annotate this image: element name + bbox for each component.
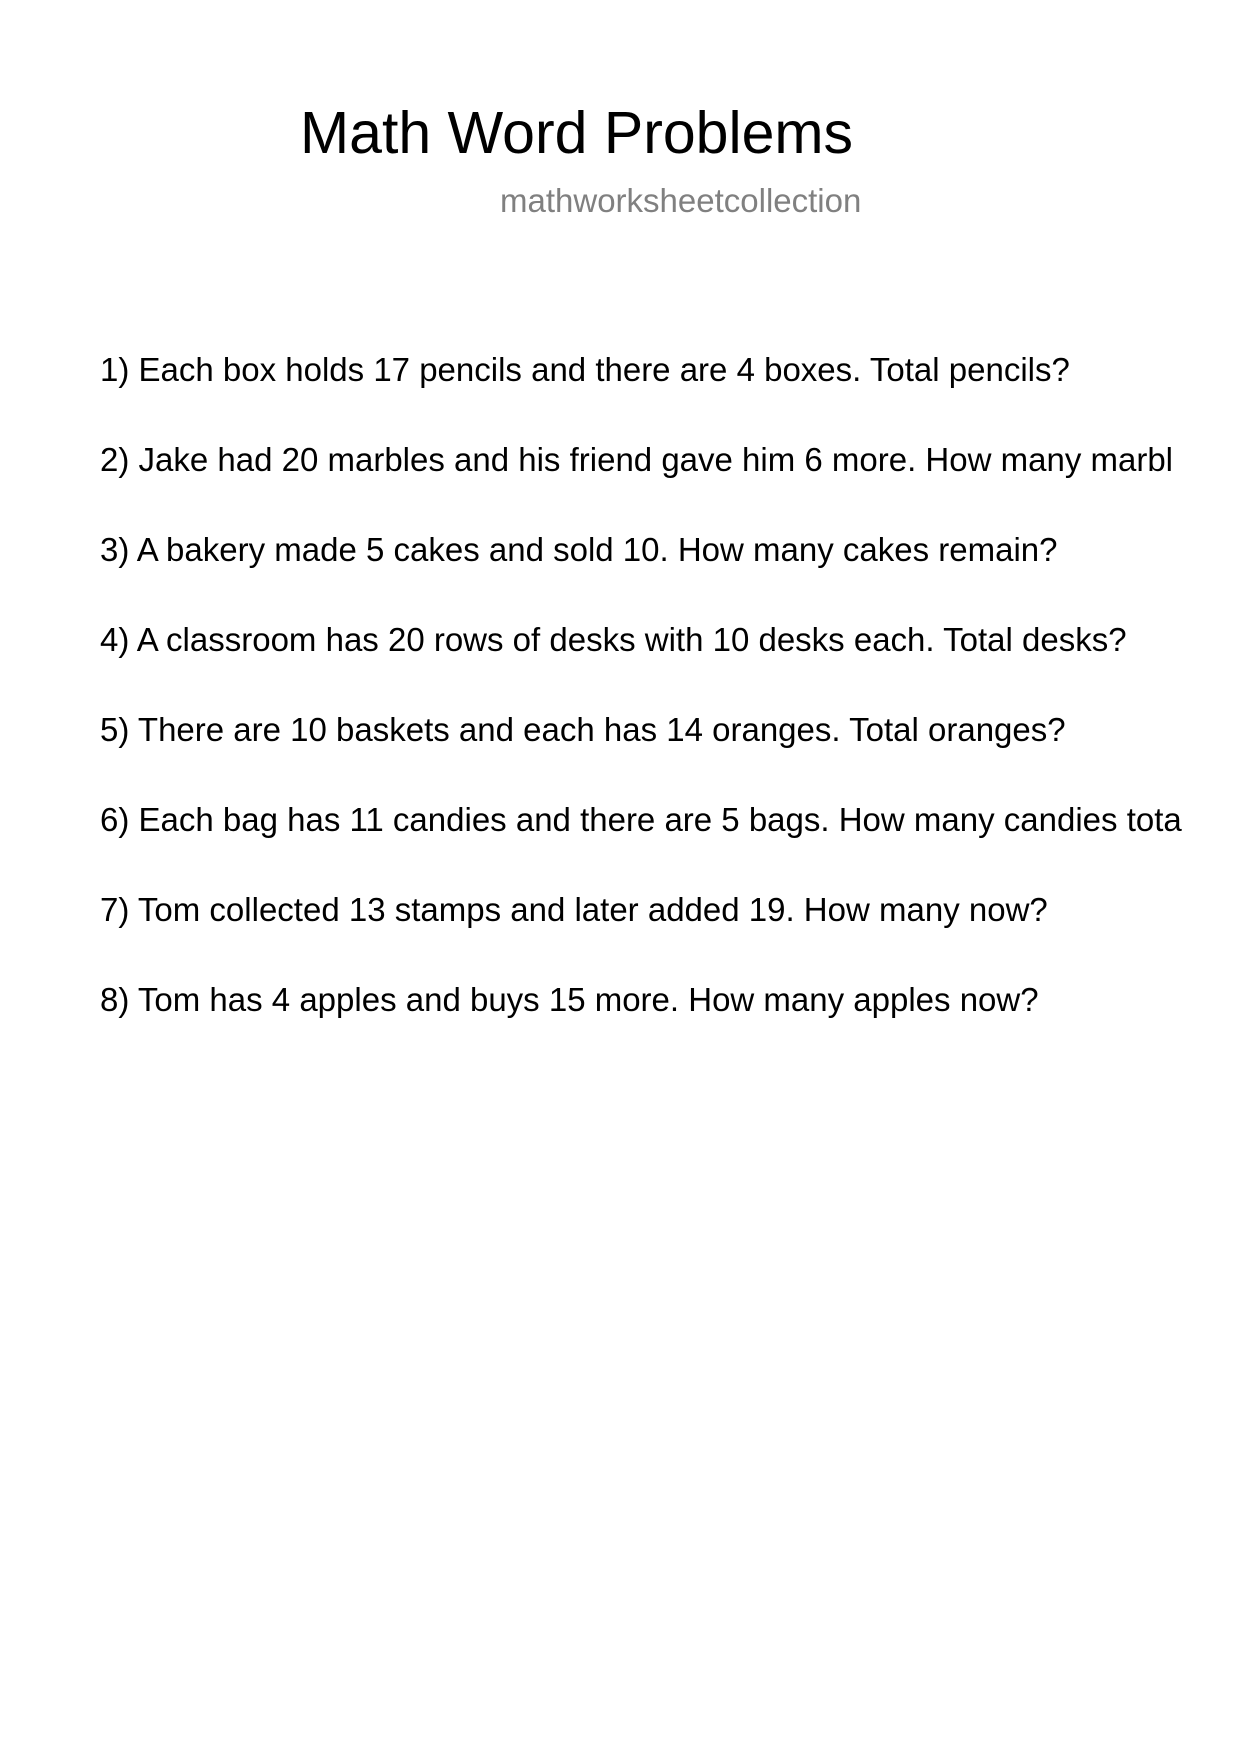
problem-item-8: 8) Tom has 4 apples and buys 15 more. How many apples now?: [100, 981, 1039, 1018]
problem-item-3: 3) A bakery made 5 cakes and sold 10. How many cakes remain?: [100, 531, 1058, 568]
problem-item-6: 6) Each bag has 11 candies and there are 5 bags. How many candies tota: [100, 801, 1182, 838]
problem-list: [100, 350, 1240, 1070]
problem-item-1: 1) Each box holds 17 pencils and there are 4 boxes. Total pencils?: [100, 351, 1070, 388]
source-subtitle: mathworksheetcollection: [500, 182, 862, 219]
problem-item-5: 5) There are 10 baskets and each has 14 oranges. Total oranges?: [100, 711, 1066, 748]
problem-item-7: 7) Tom collected 13 stamps and later added 19. How many now?: [100, 891, 1048, 928]
problem-item-4: 4) A classroom has 20 rows of desks with 10 desks each. Total desks?: [100, 621, 1127, 658]
page-title: Math Word Problems: [300, 100, 854, 166]
problem-item-2: 2) Jake had 20 marbles and his friend gave him 6 more. How many marbl: [100, 441, 1173, 478]
